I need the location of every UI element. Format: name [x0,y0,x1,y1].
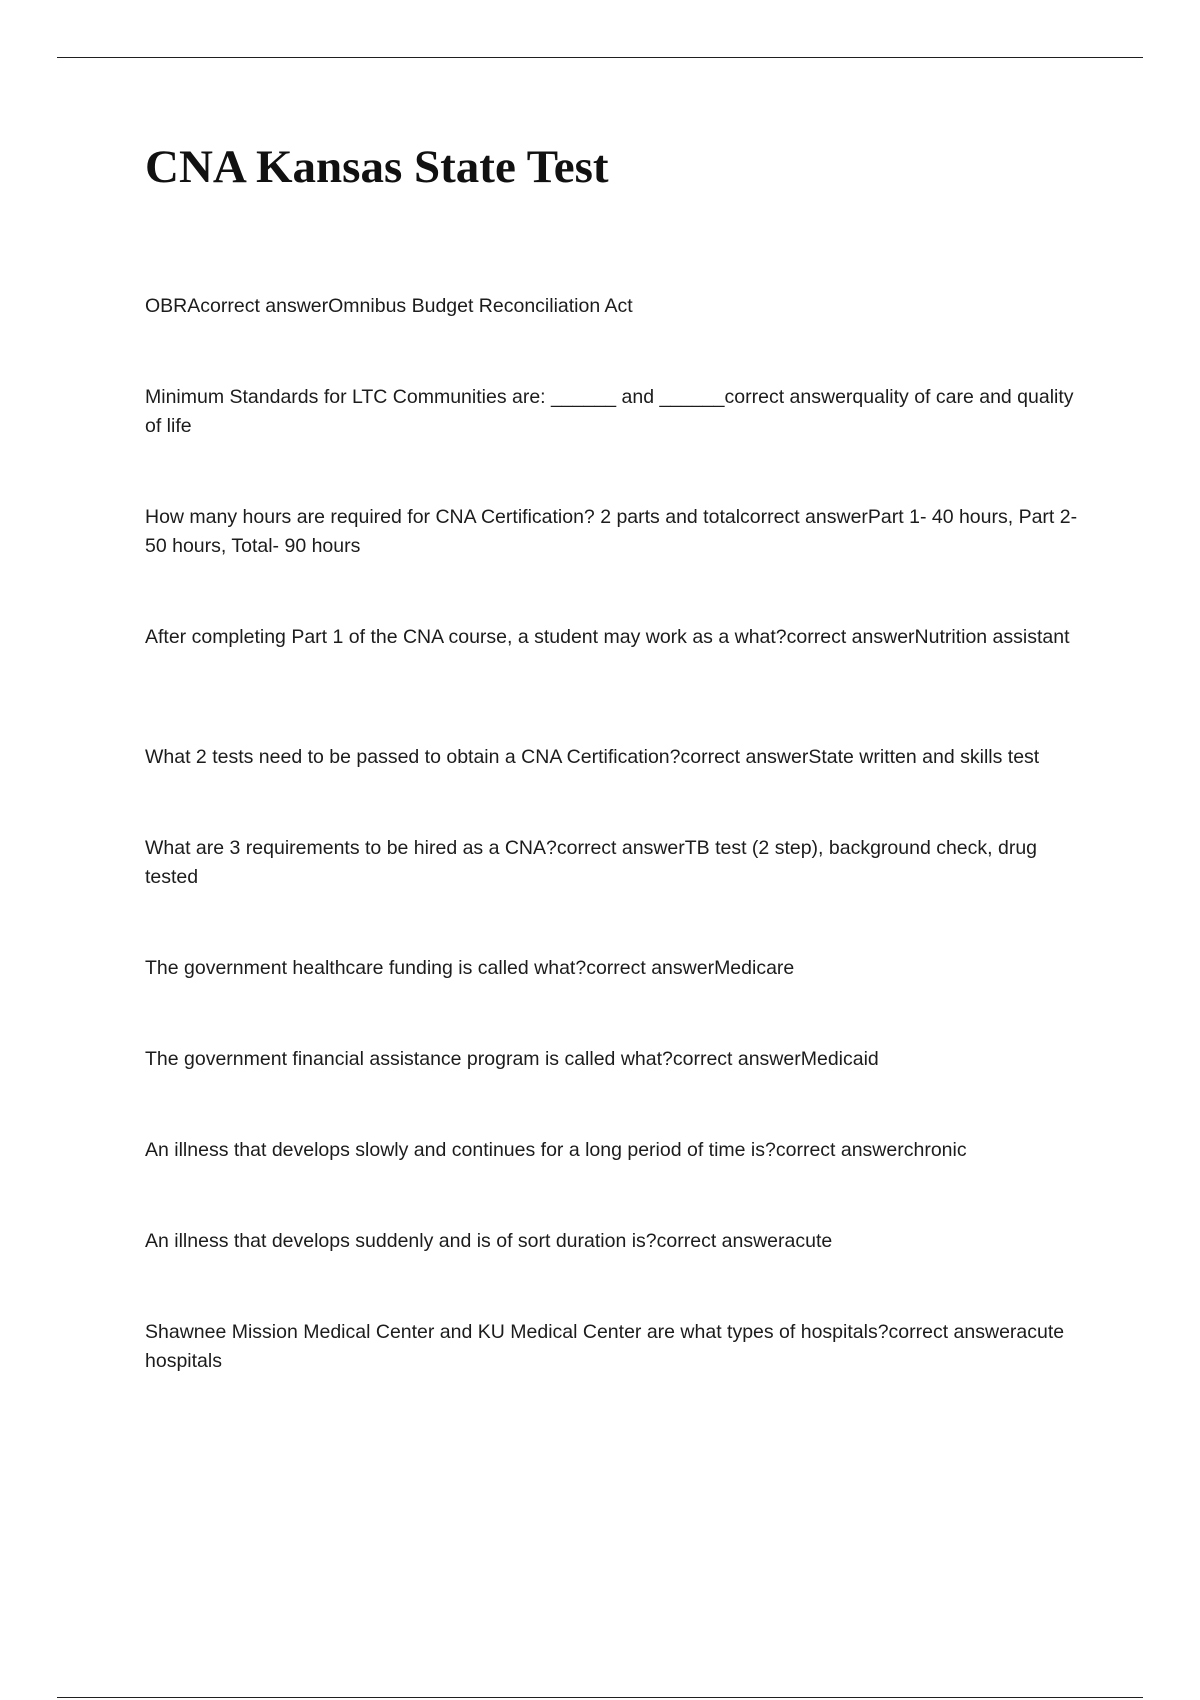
qa-item [145,292,1090,321]
qa-item [145,743,1090,772]
answer-text: acute hospitals [145,1321,1065,1372]
answer-separator: correct answer [586,957,715,979]
answer-separator: correct answer [672,1048,801,1070]
question-text: After completing Part 1 of the CNA course, a student may work as a what? [145,626,787,648]
question-text: An illness that develops slowly and continues for a long period of time is? [145,1139,776,1161]
qa-item [145,383,1090,440]
qa-item [145,503,1090,560]
answer-separator: correct answer [740,506,868,528]
answer-text: Medicaid [800,1048,879,1070]
qa-item [145,1318,1090,1375]
answer-separator: correct answer [656,1230,785,1252]
answer-separator: correct answer [556,837,685,859]
answer-separator: correct answer [775,1139,904,1161]
answer-text: TB test (2 step), background check, drug tested [145,837,1038,888]
answer-text: quality of care and quality of life [145,386,1074,437]
qa-item [145,834,1090,891]
header-rule [57,57,1143,58]
answer-text: Medicare [714,957,795,979]
answer-separator: correct answer [786,626,915,648]
answer-separator: correct answer [200,295,329,317]
question-text: What 2 tests need to be passed to obtain a CNA Certification? [145,746,681,768]
answer-text: Part 1- 40 hours, Part 2- 50 hours, Total- 90 hours [145,506,1078,557]
question-text: Shawnee Mission Medical Center and KU Medical Center are what types of hospitals? [145,1321,889,1343]
answer-separator: correct answer [724,386,853,408]
footer-rule [57,1697,1143,1698]
document-title: CNA Kansas State Test [145,141,609,193]
qa-item [145,954,1090,983]
answer-separator: correct answer [888,1321,1017,1343]
answer-separator: correct answer [680,746,809,768]
question-text: An illness that develops suddenly and is of sort duration is? [145,1230,657,1252]
question-text: Minimum Standards for LTC Communities are: ______ and ______ [145,386,725,408]
qa-item [145,1227,1090,1256]
qa-item [145,1045,1090,1074]
qa-item [145,623,1090,652]
qa-item [145,1136,1090,1165]
question-text: The government financial assistance program is called what? [145,1048,673,1070]
answer-text: Omnibus Budget Reconciliation Act [328,295,633,317]
question-text: How many hours are required for CNA Certification? 2 parts and total [145,506,741,528]
question-text: The government healthcare funding is called what? [145,957,587,979]
question-text: What are 3 requirements to be hired as a CNA? [145,837,557,859]
answer-text: chronic [903,1139,967,1161]
question-text: OBRA [145,295,201,317]
answer-text: Nutrition assistant [914,626,1070,648]
answer-text: State written and skills test [808,746,1040,768]
answer-text: acute [784,1230,833,1252]
